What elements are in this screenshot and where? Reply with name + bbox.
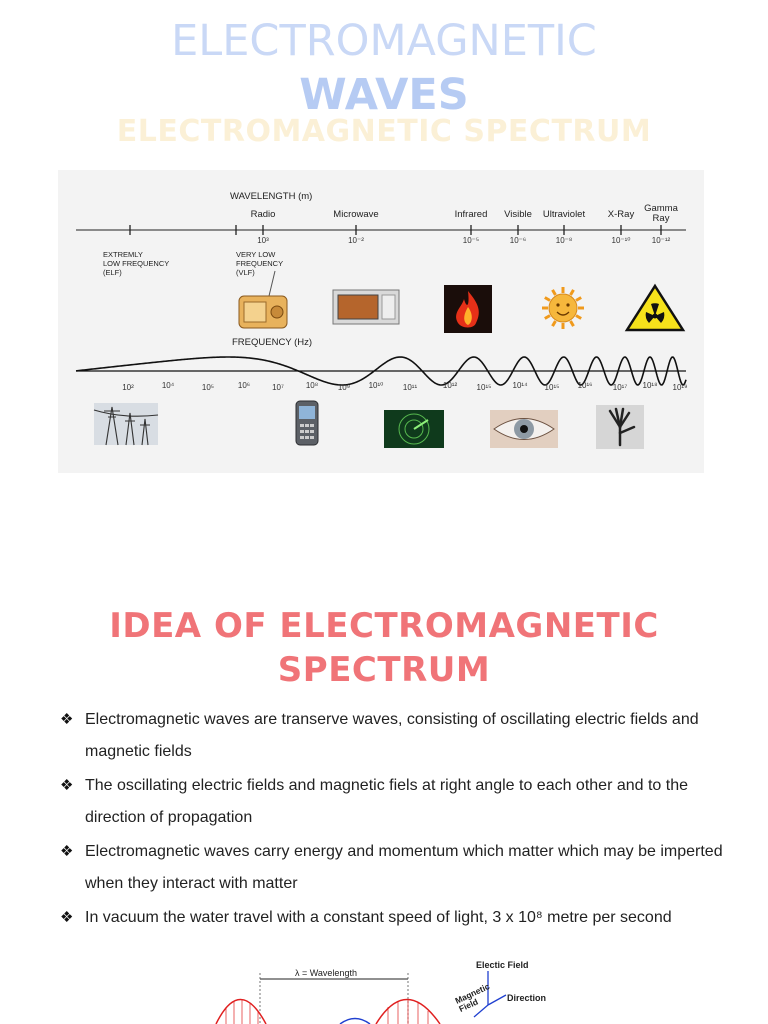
diamond-bullet-icon: ❖	[60, 711, 74, 728]
bullet-item	[58, 902, 748, 934]
sun-icon	[542, 287, 584, 329]
frequency-tick-label: 10¹¹	[402, 383, 418, 392]
title-line-2: WAVES	[299, 70, 469, 120]
fire-icon	[444, 285, 492, 333]
electric-field-label: Electic Field	[476, 960, 529, 970]
wavelength-tick-label: 10⁻²	[348, 236, 364, 245]
frequency-tick-label: 10¹⁷	[612, 383, 628, 392]
band-label: Gamma Ray	[644, 203, 678, 224]
band-label: Radio	[250, 209, 276, 220]
eye-icon	[490, 410, 558, 448]
radiation-icon	[627, 286, 683, 330]
title-line-1: ELECTROMAGNETIC	[171, 16, 597, 66]
microwave-icon	[333, 290, 399, 324]
wavelength-tick-label: 10⁻⁸	[555, 236, 573, 245]
diamond-bullet-icon: ❖	[60, 843, 74, 860]
radio-icon	[239, 271, 287, 328]
section-title-line-1: IDEA OF ELECTROMAGNETIC	[109, 606, 659, 646]
frequency-tick-label: 10⁶	[237, 381, 251, 390]
spectrum-figure	[58, 170, 704, 473]
wavelength-label: λ = Wavelength	[295, 968, 357, 978]
wavelength-axis-label: WAVELENGTH (m)	[230, 191, 313, 202]
wavelength-tick-label: 10⁻¹²	[651, 236, 671, 245]
page-title	[0, 14, 768, 122]
section-title	[0, 604, 768, 692]
frequency-tick-label: 10¹⁵	[476, 383, 492, 392]
frequency-tick-label: 10¹⁸	[642, 381, 658, 390]
bullet-text: In vacuum the water travel with a constant speed of light, 3 x 10⁸ metre per second	[85, 909, 672, 926]
frequency-tick-label: 10⁵	[201, 383, 215, 392]
elf-label: EXTREMLY LOW FREQUENCY (ELF)	[103, 250, 170, 277]
frequency-tick-label: 10²	[122, 383, 134, 392]
power-lines-icon	[94, 403, 158, 445]
band-label: Ultraviolet	[542, 209, 586, 220]
bullet-text: The oscillating electric fields and magnetic fiels at right angle to each other and to the direction of propagation	[85, 777, 689, 826]
band-label: Infrared	[454, 209, 488, 220]
band-label: Microwave	[333, 209, 379, 220]
em-wave-graphics	[150, 955, 610, 1024]
frequency-tick-label: 10¹⁵	[544, 383, 560, 392]
bullet-text: Electromagnetic waves are transerve waves, consisting of oscillating electric fields and magnetic fields	[85, 711, 699, 760]
frequency-tick-label: 10⁸	[305, 381, 319, 390]
frequency-tick-label: 10¹⁶	[577, 381, 593, 390]
frequency-tick-label: 10¹⁰	[368, 381, 384, 390]
band-label: Visible	[504, 209, 532, 220]
frequency-tick-label: 10⁷	[272, 383, 284, 392]
radar-icon	[384, 410, 444, 448]
wavelength-tick-label: 10³	[257, 236, 269, 245]
frequency-tick-label: 10⁹	[337, 383, 351, 392]
frequency-axis-label: FREQUENCY (Hz)	[232, 337, 313, 348]
wavelength-tick-label: 10⁻⁵	[462, 236, 480, 245]
vlf-label: VERY LOW FREQUENCY (VLF)	[236, 250, 284, 277]
wavelength-tick-label: 10⁻⁶	[509, 236, 527, 245]
frequency-tick-label: 10¹⁴	[512, 381, 528, 390]
section-title-line-2: SPECTRUM	[277, 650, 491, 690]
diamond-bullet-icon: ❖	[60, 777, 74, 794]
diamond-bullet-icon: ❖	[60, 909, 74, 926]
bullet-item	[58, 704, 748, 767]
cell-phone-icon	[296, 401, 318, 445]
direction-label: Direction	[507, 993, 547, 1003]
band-label: X-Ray	[607, 209, 635, 220]
xray-hand-icon	[596, 405, 644, 449]
frequency-tick-label: 10⁴	[161, 381, 175, 390]
frequency-tick-label: 10¹²	[442, 381, 458, 390]
bullet-item	[58, 770, 748, 833]
bullet-text: Electromagnetic waves carry energy and momentum which matter which may be imperted when they interact with matter	[85, 843, 723, 892]
magnetic-field-label: Magnetic Field	[453, 981, 492, 1014]
bullet-list	[58, 704, 748, 937]
frequency-tick-label: 10¹⁹	[672, 383, 688, 392]
subtitle: ELECTROMAGNETIC SPECTRUM	[116, 114, 652, 149]
bullet-item	[58, 836, 748, 899]
wavelength-tick-label: 10⁻¹⁰	[611, 236, 631, 245]
em-wave-diagram	[150, 955, 610, 1024]
